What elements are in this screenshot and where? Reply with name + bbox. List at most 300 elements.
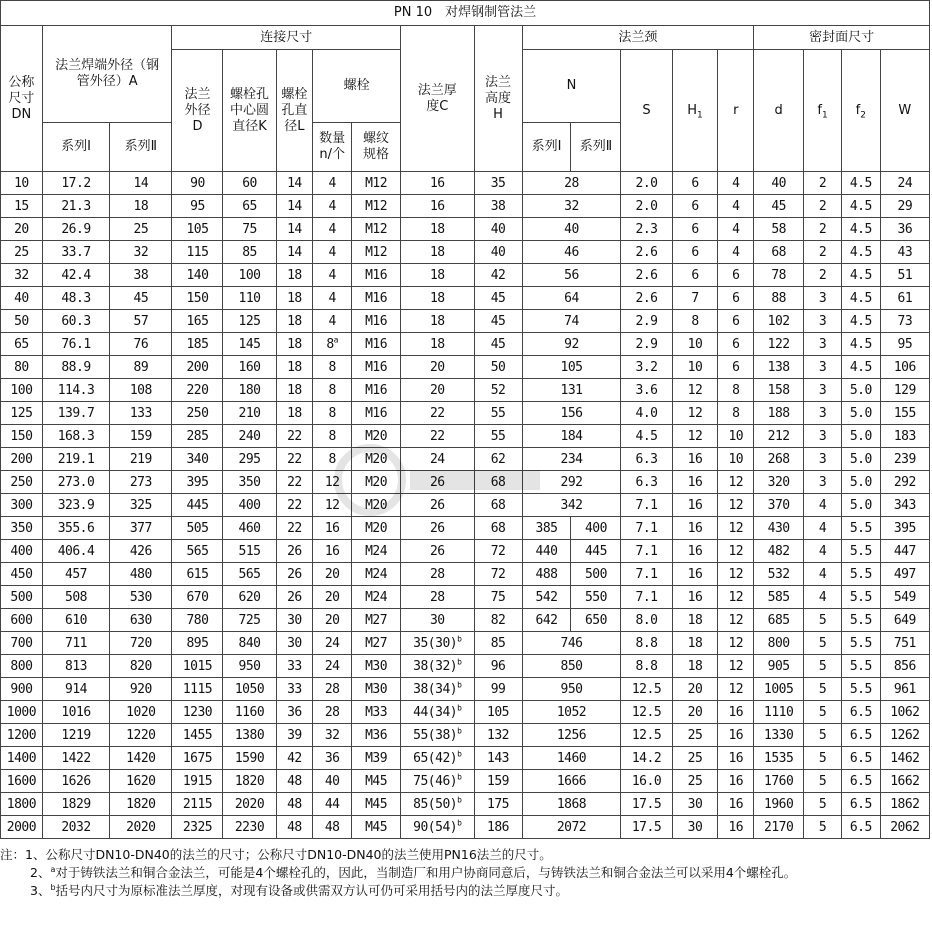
- cell-h1: 16: [672, 517, 718, 540]
- header-f1: $f_1$: [804, 50, 842, 172]
- cell-bolt: M16: [352, 287, 401, 310]
- cell-dn: 15: [1, 195, 43, 218]
- cell-a1: 355.6: [42, 517, 109, 540]
- cell-n: 292: [522, 471, 621, 494]
- cell-dn: 1600: [1, 770, 43, 793]
- cell-k: 85: [223, 241, 276, 264]
- table-row: [1, 264, 930, 287]
- cell-w: 129: [880, 379, 929, 402]
- cell-f1: 2: [804, 264, 842, 287]
- cell-d: 102: [754, 310, 804, 333]
- cell-d: 565: [172, 540, 223, 563]
- cell-a1: 88.9: [42, 356, 109, 379]
- cell-h1: 25: [672, 724, 718, 747]
- cell-h: 45: [474, 287, 522, 310]
- cell-h: 175: [474, 793, 522, 816]
- cell-a1: 1829: [42, 793, 109, 816]
- cell-d: 158: [754, 379, 804, 402]
- header-n-series1: 系列Ⅰ: [522, 123, 571, 172]
- cell-dn: 150: [1, 425, 43, 448]
- cell-s: 8.8: [621, 655, 672, 678]
- cell-h1: 10: [672, 356, 718, 379]
- cell-d: 185: [172, 333, 223, 356]
- cell-f1: 5: [804, 655, 842, 678]
- cell-c: 30: [401, 609, 474, 632]
- cell-h1: 16: [672, 563, 718, 586]
- cell-f2: 5.0: [841, 379, 880, 402]
- cell-bolt: M12: [352, 241, 401, 264]
- cell-d: 532: [754, 563, 804, 586]
- cell-bolt: M30: [352, 655, 401, 678]
- cell-bolt: M24: [352, 540, 401, 563]
- cell-h1: 18: [672, 655, 718, 678]
- cell-a1: 508: [42, 586, 109, 609]
- cell-n: 342: [522, 494, 621, 517]
- cell-l: 22: [276, 494, 313, 517]
- cell-h1: 16: [672, 494, 718, 517]
- cell-n: 8: [313, 448, 352, 471]
- header-height-h: 法兰高度H: [474, 26, 522, 172]
- cell-h1: 12: [672, 402, 718, 425]
- cell-w: 95: [880, 333, 929, 356]
- header-d: d: [754, 50, 804, 172]
- cell-a1: 42.4: [42, 264, 109, 287]
- cell-h: 68: [474, 471, 522, 494]
- cell-n: 4: [313, 287, 352, 310]
- table-row: [1, 379, 930, 402]
- cell-a1: 21.3: [42, 195, 109, 218]
- cell-h1: 16: [672, 586, 718, 609]
- cell-f1: 3: [804, 310, 842, 333]
- cell-d: 200: [172, 356, 223, 379]
- cell-c: 16: [401, 195, 474, 218]
- cell-f1: 5: [804, 747, 842, 770]
- cell-f2: 5.0: [841, 471, 880, 494]
- cell-l: 22: [276, 517, 313, 540]
- cell-w: 549: [880, 586, 929, 609]
- cell-n: 1666: [522, 770, 621, 793]
- cell-c: $38(32)^b$: [401, 655, 474, 678]
- cell-dn: 200: [1, 448, 43, 471]
- cell-n2: 650: [571, 609, 621, 632]
- cell-d: 395: [172, 471, 223, 494]
- cell-d: 800: [754, 632, 804, 655]
- cell-r: 16: [718, 816, 754, 839]
- cell-k: 100: [223, 264, 276, 287]
- cell-d: 220: [172, 379, 223, 402]
- cell-d: 1960: [754, 793, 804, 816]
- cell-k: 210: [223, 402, 276, 425]
- cell-bolt: M45: [352, 793, 401, 816]
- cell-n1: 440: [522, 540, 571, 563]
- cell-l: 48: [276, 816, 313, 839]
- cell-d: 105: [172, 218, 223, 241]
- cell-h1: 16: [672, 448, 718, 471]
- cell-n: 16: [313, 517, 352, 540]
- cell-w: 856: [880, 655, 929, 678]
- cell-d: 585: [754, 586, 804, 609]
- cell-f1: 2: [804, 195, 842, 218]
- cell-a2: 1420: [110, 747, 172, 770]
- cell-f2: 5.5: [841, 655, 880, 678]
- cell-c: 18: [401, 333, 474, 356]
- cell-n: 24: [313, 632, 352, 655]
- cell-r: 6: [718, 356, 754, 379]
- cell-d: 2170: [754, 816, 804, 839]
- footnote-marker: b: [457, 634, 462, 644]
- cell-dn: 65: [1, 333, 43, 356]
- cell-c: 18: [401, 241, 474, 264]
- header-w: W: [880, 50, 929, 172]
- cell-k: 1160: [223, 701, 276, 724]
- cell-n: 4: [313, 172, 352, 195]
- cell-s: 2.3: [621, 218, 672, 241]
- cell-f2: 6.5: [841, 793, 880, 816]
- cell-l: 33: [276, 655, 313, 678]
- cell-l: 14: [276, 172, 313, 195]
- cell-s: 8.0: [621, 609, 672, 632]
- table-row: [1, 724, 930, 747]
- cell-w: 2062: [880, 816, 929, 839]
- cell-r: 12: [718, 609, 754, 632]
- cell-a2: 720: [110, 632, 172, 655]
- cell-k: 565: [223, 563, 276, 586]
- cell-n: 8: [313, 356, 352, 379]
- header-neck-n: N: [522, 50, 621, 123]
- cell-bolt: M27: [352, 632, 401, 655]
- cell-bolt: M12: [352, 195, 401, 218]
- cell-s: 6.3: [621, 471, 672, 494]
- header-f2: $f_2$: [841, 50, 880, 172]
- cell-a2: 57: [110, 310, 172, 333]
- cell-d: 68: [754, 241, 804, 264]
- cell-dn: 2000: [1, 816, 43, 839]
- cell-dn: 450: [1, 563, 43, 586]
- cell-c: 20: [401, 379, 474, 402]
- note-1: 注：1、公称尺寸DN10-DN40的法兰的尺寸；公称尺寸DN10-DN40的法兰使用PN16法兰的尺寸。: [0, 847, 552, 862]
- cell-h1: 6: [672, 195, 718, 218]
- cell-r: 4: [718, 172, 754, 195]
- cell-n: 36: [313, 747, 352, 770]
- cell-h: 55: [474, 402, 522, 425]
- cell-a2: 32: [110, 241, 172, 264]
- cell-w: 1062: [880, 701, 929, 724]
- cell-f1: 3: [804, 379, 842, 402]
- cell-f2: 4.5: [841, 195, 880, 218]
- cell-l: 48: [276, 770, 313, 793]
- cell-n: 8: [313, 402, 352, 425]
- cell-w: 36: [880, 218, 929, 241]
- table-row: [1, 471, 930, 494]
- cell-d: 250: [172, 402, 223, 425]
- cell-n: 950: [522, 678, 621, 701]
- table-row: [1, 747, 930, 770]
- cell-a2: 1020: [110, 701, 172, 724]
- cell-d: 482: [754, 540, 804, 563]
- table-row: [1, 586, 930, 609]
- cell-l: 14: [276, 195, 313, 218]
- table-row: [1, 609, 930, 632]
- cell-f1: 2: [804, 172, 842, 195]
- cell-a2: 108: [110, 379, 172, 402]
- cell-bolt: M30: [352, 678, 401, 701]
- cell-l: 48: [276, 793, 313, 816]
- cell-l: 22: [276, 425, 313, 448]
- cell-n1: 385: [522, 517, 571, 540]
- cell-s: 2.6: [621, 264, 672, 287]
- table-row: [1, 816, 930, 839]
- cell-d: 90: [172, 172, 223, 195]
- footnote-marker: b: [457, 726, 462, 736]
- cell-h1: 6: [672, 172, 718, 195]
- cell-k: 60: [223, 172, 276, 195]
- cell-a2: 219: [110, 448, 172, 471]
- cell-a2: 89: [110, 356, 172, 379]
- cell-a1: 26.9: [42, 218, 109, 241]
- cell-bolt: M27: [352, 609, 401, 632]
- cell-d: 1535: [754, 747, 804, 770]
- cell-n: 92: [522, 333, 621, 356]
- cell-h: 62: [474, 448, 522, 471]
- cell-n: 32: [313, 724, 352, 747]
- cell-c: 22: [401, 402, 474, 425]
- cell-k: 2230: [223, 816, 276, 839]
- cell-r: 16: [718, 747, 754, 770]
- cell-bolt: M20: [352, 448, 401, 471]
- cell-a2: 2020: [110, 816, 172, 839]
- header-h1: $H_1$: [672, 50, 718, 172]
- cell-k: 160: [223, 356, 276, 379]
- cell-s: 2.9: [621, 333, 672, 356]
- cell-a1: 139.7: [42, 402, 109, 425]
- cell-l: 14: [276, 218, 313, 241]
- cell-a1: 711: [42, 632, 109, 655]
- cell-c: 18: [401, 287, 474, 310]
- cell-w: 1862: [880, 793, 929, 816]
- cell-d: 78: [754, 264, 804, 287]
- cell-s: 7.1: [621, 563, 672, 586]
- cell-k: 1050: [223, 678, 276, 701]
- cell-r: 16: [718, 770, 754, 793]
- table-body: [1, 172, 930, 839]
- cell-h: 159: [474, 770, 522, 793]
- cell-a2: 1220: [110, 724, 172, 747]
- cell-f2: 4.5: [841, 287, 880, 310]
- table-row: [1, 356, 930, 379]
- cell-n: 74: [522, 310, 621, 333]
- header-bolt: 螺栓: [313, 50, 401, 123]
- cell-a2: 273: [110, 471, 172, 494]
- cell-d: 2115: [172, 793, 223, 816]
- cell-h1: 30: [672, 793, 718, 816]
- cell-dn: 400: [1, 540, 43, 563]
- cell-w: 106: [880, 356, 929, 379]
- cell-c: $55(38)^b$: [401, 724, 474, 747]
- cell-d: 1330: [754, 724, 804, 747]
- cell-f2: 4.5: [841, 172, 880, 195]
- cell-s: 17.5: [621, 793, 672, 816]
- cell-k: 515: [223, 540, 276, 563]
- cell-d: 1110: [754, 701, 804, 724]
- cell-n: 48: [313, 816, 352, 839]
- cell-d: 615: [172, 563, 223, 586]
- cell-w: 29: [880, 195, 929, 218]
- cell-s: 2.9: [621, 310, 672, 333]
- cell-l: 42: [276, 747, 313, 770]
- cell-d: 1115: [172, 678, 223, 701]
- cell-h: 45: [474, 310, 522, 333]
- cell-l: 18: [276, 356, 313, 379]
- cell-a2: 76: [110, 333, 172, 356]
- cell-f1: 3: [804, 425, 842, 448]
- cell-a1: 406.4: [42, 540, 109, 563]
- cell-w: 395: [880, 517, 929, 540]
- cell-n1: 542: [522, 586, 571, 609]
- cell-w: 751: [880, 632, 929, 655]
- cell-h: 68: [474, 517, 522, 540]
- cell-w: 292: [880, 471, 929, 494]
- cell-bolt: M45: [352, 816, 401, 839]
- cell-a1: 273.0: [42, 471, 109, 494]
- cell-n: 4: [313, 241, 352, 264]
- cell-n: 32: [522, 195, 621, 218]
- cell-l: 18: [276, 264, 313, 287]
- cell-a1: 813: [42, 655, 109, 678]
- cell-h1: 25: [672, 747, 718, 770]
- cell-a1: 323.9: [42, 494, 109, 517]
- cell-f1: 5: [804, 816, 842, 839]
- cell-h1: 16: [672, 471, 718, 494]
- cell-a2: 18: [110, 195, 172, 218]
- cell-r: 4: [718, 218, 754, 241]
- cell-dn: 600: [1, 609, 43, 632]
- header-bolt-hole-l: 螺栓孔直径L: [276, 50, 313, 172]
- cell-d: 1455: [172, 724, 223, 747]
- table-row: [1, 195, 930, 218]
- cell-f1: 5: [804, 632, 842, 655]
- cell-k: 180: [223, 379, 276, 402]
- cell-n: 20: [313, 563, 352, 586]
- cell-h1: 25: [672, 770, 718, 793]
- cell-k: 240: [223, 425, 276, 448]
- cell-d: 1015: [172, 655, 223, 678]
- cell-h: 72: [474, 563, 522, 586]
- cell-f1: 5: [804, 770, 842, 793]
- cell-d: 1230: [172, 701, 223, 724]
- cell-n: 184: [522, 425, 621, 448]
- cell-k: 350: [223, 471, 276, 494]
- cell-r: 6: [718, 310, 754, 333]
- cell-c: 18: [401, 310, 474, 333]
- cell-f1: 3: [804, 402, 842, 425]
- cell-h1: 18: [672, 609, 718, 632]
- cell-s: 7.1: [621, 586, 672, 609]
- cell-d: 670: [172, 586, 223, 609]
- header-dn: 公称尺寸DN: [1, 26, 43, 172]
- cell-dn: 25: [1, 241, 43, 264]
- cell-c: $38(34)^b$: [401, 678, 474, 701]
- cell-bolt: M20: [352, 517, 401, 540]
- cell-a1: 2032: [42, 816, 109, 839]
- cell-l: 36: [276, 701, 313, 724]
- cell-w: 1262: [880, 724, 929, 747]
- cell-h: 132: [474, 724, 522, 747]
- cell-r: 6: [718, 287, 754, 310]
- cell-c: $90(54)^b$: [401, 816, 474, 839]
- cell-dn: 10: [1, 172, 43, 195]
- cell-dn: 500: [1, 586, 43, 609]
- cell-h1: 30: [672, 816, 718, 839]
- cell-c: 16: [401, 172, 474, 195]
- cell-s: 4.0: [621, 402, 672, 425]
- cell-a1: 48.3: [42, 287, 109, 310]
- cell-d: 1915: [172, 770, 223, 793]
- cell-r: 8: [718, 402, 754, 425]
- cell-d: 505: [172, 517, 223, 540]
- cell-s: 7.1: [621, 540, 672, 563]
- cell-f1: 5: [804, 793, 842, 816]
- cell-bolt: M12: [352, 172, 401, 195]
- cell-s: 12.5: [621, 724, 672, 747]
- cell-d: 122: [754, 333, 804, 356]
- cell-dn: 50: [1, 310, 43, 333]
- cell-d: 1005: [754, 678, 804, 701]
- cell-bolt: M24: [352, 586, 401, 609]
- cell-s: 6.3: [621, 448, 672, 471]
- cell-r: 12: [718, 494, 754, 517]
- cell-l: 18: [276, 333, 313, 356]
- cell-s: 14.2: [621, 747, 672, 770]
- cell-d: 780: [172, 609, 223, 632]
- cell-h1: 6: [672, 241, 718, 264]
- table-row: [1, 655, 930, 678]
- cell-dn: 350: [1, 517, 43, 540]
- cell-f1: 4: [804, 586, 842, 609]
- table-row: [1, 333, 930, 356]
- cell-w: 155: [880, 402, 929, 425]
- cell-c: $44(34)^b$: [401, 701, 474, 724]
- footnote-marker: b: [457, 657, 462, 667]
- cell-h1: 7: [672, 287, 718, 310]
- cell-dn: 800: [1, 655, 43, 678]
- cell-n: 131: [522, 379, 621, 402]
- cell-d: 268: [754, 448, 804, 471]
- cell-c: 22: [401, 425, 474, 448]
- cell-k: 75: [223, 218, 276, 241]
- cell-bolt: M16: [352, 402, 401, 425]
- cell-s: 2.6: [621, 287, 672, 310]
- cell-f2: 5.0: [841, 448, 880, 471]
- table-row: [1, 310, 930, 333]
- cell-f2: 5.5: [841, 678, 880, 701]
- cell-a2: 1820: [110, 793, 172, 816]
- cell-a1: 219.1: [42, 448, 109, 471]
- cell-w: 61: [880, 287, 929, 310]
- table-row: [1, 218, 930, 241]
- cell-dn: 40: [1, 287, 43, 310]
- footnote-marker: a: [333, 335, 338, 345]
- cell-a1: 1422: [42, 747, 109, 770]
- cell-l: 30: [276, 632, 313, 655]
- cell-a2: 820: [110, 655, 172, 678]
- cell-a2: 1620: [110, 770, 172, 793]
- cell-n: 24: [313, 655, 352, 678]
- header-weld-end-diameter: 法兰焊端外径（钢管外径）A: [42, 26, 172, 123]
- cell-dn: 100: [1, 379, 43, 402]
- cell-n: 20: [313, 586, 352, 609]
- cell-c: 26: [401, 540, 474, 563]
- cell-h: 75: [474, 586, 522, 609]
